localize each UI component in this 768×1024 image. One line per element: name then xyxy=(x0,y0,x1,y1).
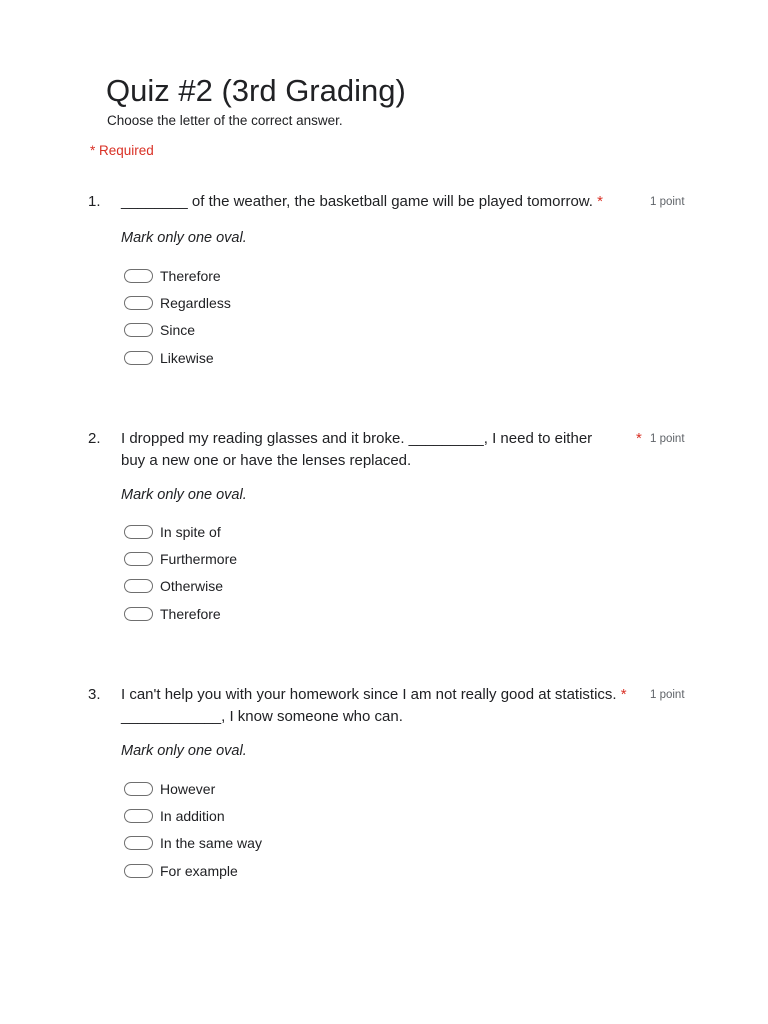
option-in-the-same-way[interactable] xyxy=(124,830,262,857)
option-furthermore[interactable] xyxy=(124,545,237,572)
option-likewise[interactable] xyxy=(124,344,231,371)
question-text-line: buy a new one or have the lenses replaced. xyxy=(121,452,412,469)
radio-oval[interactable] xyxy=(124,552,153,566)
option-label: Since xyxy=(160,322,196,339)
question-points: 1 point xyxy=(650,433,685,445)
option-label: Therefore xyxy=(160,605,221,622)
question-number: 2. xyxy=(88,430,101,447)
option-regardless[interactable] xyxy=(124,289,231,316)
required-asterisk: * xyxy=(597,193,603,210)
question-instruction: Mark only one oval. xyxy=(121,230,247,246)
question-text xyxy=(121,191,603,213)
question-number: 3. xyxy=(88,686,101,703)
option-label: For example xyxy=(160,862,238,879)
question-text-line: ____________, I know someone who can. xyxy=(121,708,403,725)
radio-oval[interactable] xyxy=(124,323,153,337)
question-text-line: ________ of the weather, the basketball game will be played tomorrow. xyxy=(121,193,593,210)
option-list xyxy=(124,262,231,371)
question-points: 1 point xyxy=(650,689,685,701)
option-label: Furthermore xyxy=(160,550,238,567)
option-list xyxy=(124,775,262,884)
radio-oval[interactable] xyxy=(124,525,153,539)
required-asterisk: * xyxy=(620,686,627,703)
option-however[interactable] xyxy=(124,775,262,802)
option-therefore[interactable] xyxy=(124,600,237,627)
option-label: In addition xyxy=(160,807,225,824)
question-text xyxy=(121,684,636,728)
option-label: Otherwise xyxy=(160,578,224,595)
radio-oval[interactable] xyxy=(124,351,153,365)
radio-oval[interactable] xyxy=(124,836,153,850)
option-therefore[interactable] xyxy=(124,262,231,289)
radio-oval[interactable] xyxy=(124,579,153,593)
question-number: 1. xyxy=(88,193,101,210)
question-text xyxy=(121,428,592,472)
question-points: 1 point xyxy=(650,196,685,208)
required-note: * Required xyxy=(90,143,154,158)
option-label: However xyxy=(160,780,216,797)
option-in-addition[interactable] xyxy=(124,802,262,829)
question-instruction: Mark only one oval. xyxy=(121,487,247,503)
question-instruction: Mark only one oval. xyxy=(121,743,247,759)
form-description: Choose the letter of the correct answer. xyxy=(107,113,343,128)
form-title: Quiz #2 (3rd Grading) xyxy=(106,73,406,108)
option-label: Regardless xyxy=(160,294,231,311)
option-in-spite-of[interactable] xyxy=(124,518,237,545)
radio-oval[interactable] xyxy=(124,296,153,310)
option-label: Therefore xyxy=(160,267,221,284)
option-since[interactable] xyxy=(124,317,231,344)
option-label: In the same way xyxy=(160,835,262,852)
option-list xyxy=(124,518,237,627)
radio-oval[interactable] xyxy=(124,782,153,796)
option-label: Likewise xyxy=(160,349,214,366)
option-otherwise[interactable] xyxy=(124,573,237,600)
question-text-line: I can't help you with your homework since I am not really good at statistics. xyxy=(121,686,617,703)
option-for-example[interactable] xyxy=(124,857,262,884)
required-asterisk: * xyxy=(636,430,642,447)
radio-oval[interactable] xyxy=(124,607,153,621)
option-label: In spite of xyxy=(160,523,221,540)
radio-oval[interactable] xyxy=(124,809,153,823)
radio-oval[interactable] xyxy=(124,864,153,878)
radio-oval[interactable] xyxy=(124,269,153,283)
question-text-line: I dropped my reading glasses and it broke. _________, I need to either xyxy=(121,430,593,447)
